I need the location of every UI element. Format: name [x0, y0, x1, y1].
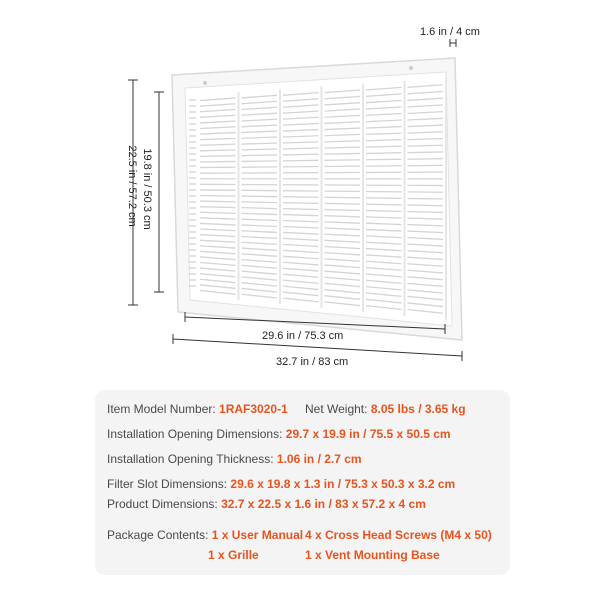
louver-slat — [366, 159, 402, 160]
product-dims-label: Product Dimensions: — [107, 497, 218, 511]
opening-dims-label: Installation Opening Dimensions: — [107, 427, 283, 441]
louver-slat — [408, 159, 444, 160]
filter-slot-value: 29.6 x 19.8 x 1.3 in / 75.3 x 50.3 x 3.2 cm — [230, 477, 456, 491]
package-row — [208, 548, 259, 562]
louver-slat — [408, 205, 444, 206]
louver-slat — [283, 197, 319, 198]
opening-dims-value: 29.7 x 19.9 in / 75.5 x 50.5 cm — [285, 427, 451, 441]
package-row — [107, 528, 303, 542]
package-label: Package Contents: — [107, 528, 209, 542]
depth-label: 1.6 in / 4 cm — [420, 26, 480, 38]
louver-slat — [325, 160, 361, 161]
package-row — [305, 528, 492, 542]
louver-slat — [242, 155, 278, 156]
filter-slot-label: Filter Slot Dimensions: — [107, 477, 228, 491]
product-dims-row — [107, 497, 426, 511]
opening-dims-row — [107, 427, 451, 441]
louver-slat — [366, 204, 402, 205]
opening-thick-row — [107, 452, 362, 466]
louver-slat — [200, 201, 236, 202]
louver-slat — [325, 153, 361, 154]
product-dims-value: 32.7 x 22.5 x 1.6 in / 83 x 57.2 x 4 cm — [221, 497, 426, 511]
model-row — [107, 402, 288, 416]
opening-thick-label: Installation Opening Thickness: — [107, 452, 274, 466]
weight-label: Net Weight: — [305, 402, 368, 416]
package-item: 1 x Vent Mounting Base — [305, 548, 440, 562]
package-item: 1 x User Manual — [211, 528, 304, 542]
louver-slat — [242, 161, 278, 162]
louver-slat — [408, 198, 444, 199]
louver-slat — [283, 203, 319, 204]
louver-slat — [242, 202, 278, 203]
package-item: 4 x Cross Head Screws (M4 x 50) — [305, 528, 492, 542]
package-row — [305, 548, 440, 562]
opening-thick-value: 1.06 in / 2.7 cm — [276, 452, 362, 466]
louver-slat — [200, 156, 236, 157]
louver-slat — [283, 154, 319, 155]
outer-width-label: 32.7 in / 83 cm — [276, 356, 349, 368]
outer-height-label: 22.5 in / 57.2 cm — [126, 145, 138, 227]
screw-hole — [203, 81, 207, 85]
specs-panel — [95, 390, 510, 575]
louver-slat — [283, 160, 319, 161]
louver-slat — [366, 198, 402, 199]
model-label: Item Model Number: — [107, 402, 216, 416]
inner-width-label: 29.6 in / 75.3 cm — [262, 330, 344, 342]
louver-slat — [408, 152, 444, 153]
weight-value: 8.05 lbs / 3.65 kg — [370, 402, 466, 416]
filter-slot-row — [107, 477, 455, 491]
louver-slat — [200, 196, 236, 197]
louver-slat — [325, 197, 361, 198]
model-value: 1RAF3020-1 — [219, 402, 288, 416]
screw-hole — [409, 66, 413, 70]
package-item: 1 x Grille — [208, 548, 259, 562]
louver-slat — [366, 153, 402, 154]
louver-slat — [325, 203, 361, 204]
inner-height-label: 19.8 in / 50.3 cm — [141, 148, 153, 230]
weight-row — [305, 402, 466, 416]
louver-slat — [242, 196, 278, 197]
louver-slat — [200, 161, 236, 162]
